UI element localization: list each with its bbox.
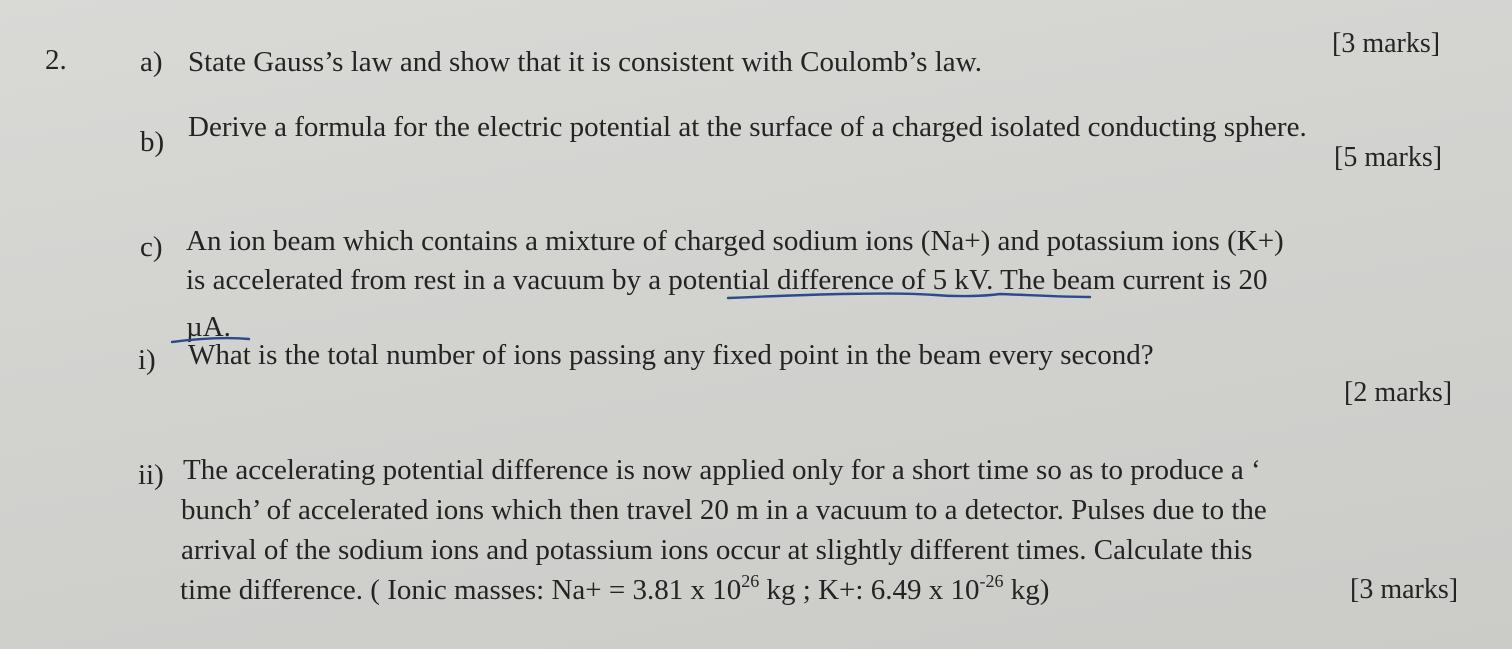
ionic-masses-text-3: kg) — [1003, 574, 1050, 606]
part-c-ii-marks: [3 marks] — [1350, 574, 1459, 605]
pen-underline-potential-difference — [728, 294, 1090, 298]
part-c-i-marks: [2 marks] — [1344, 377, 1453, 408]
exponent-k: -26 — [979, 571, 1004, 591]
part-c-i-text: What is the total number of ions passing any fixed point in the beam every second? — [188, 339, 1154, 371]
part-c-label: c) — [140, 231, 163, 263]
part-c-line-3: µA. — [186, 311, 231, 343]
part-b-text: Derive a formula for the electric potential at the surface of a charged isolated conducting sphere. — [188, 111, 1307, 143]
part-c-line-1: An ion beam which contains a mixture of charged sodium ions (Na+) and potassium ions (K+) — [186, 225, 1284, 257]
pen-underline-microamp — [172, 338, 249, 342]
part-c-ii-label: ii) — [138, 459, 164, 491]
question-number: 2. — [45, 44, 67, 76]
part-c-ii-line-2: bunch’ of accelerated ions which then travel 20 m in a vacuum to a detector. Pulses due to the — [181, 494, 1267, 526]
part-b-marks: [5 marks] — [1334, 142, 1443, 173]
part-c-i-label: i) — [138, 344, 156, 376]
ionic-masses-text-2: kg ; K+: 6.49 x 10 — [759, 574, 980, 606]
part-c-line-2: is accelerated from rest in a vacuum by a potential difference of 5 kV. The beam current is 20 — [186, 264, 1268, 296]
part-a-label: a) — [140, 46, 163, 78]
part-a-text: State Gauss’s law and show that it is consistent with Coulomb’s law. — [188, 46, 982, 78]
part-a-marks: [3 marks] — [1332, 28, 1441, 59]
part-c-ii-line-3: arrival of the sodium ions and potassium ions occur at slightly different times. Calculate this — [181, 534, 1253, 566]
part-b-label: b) — [140, 126, 165, 158]
exponent-na: 26 — [741, 571, 760, 591]
part-c-ii-line-1: The accelerating potential difference is now applied only for a short time so as to produce a ‘ — [183, 454, 1261, 486]
ionic-masses-text-1: time difference. ( Ionic masses: Na+ = 3.81 x 10 — [180, 574, 742, 606]
